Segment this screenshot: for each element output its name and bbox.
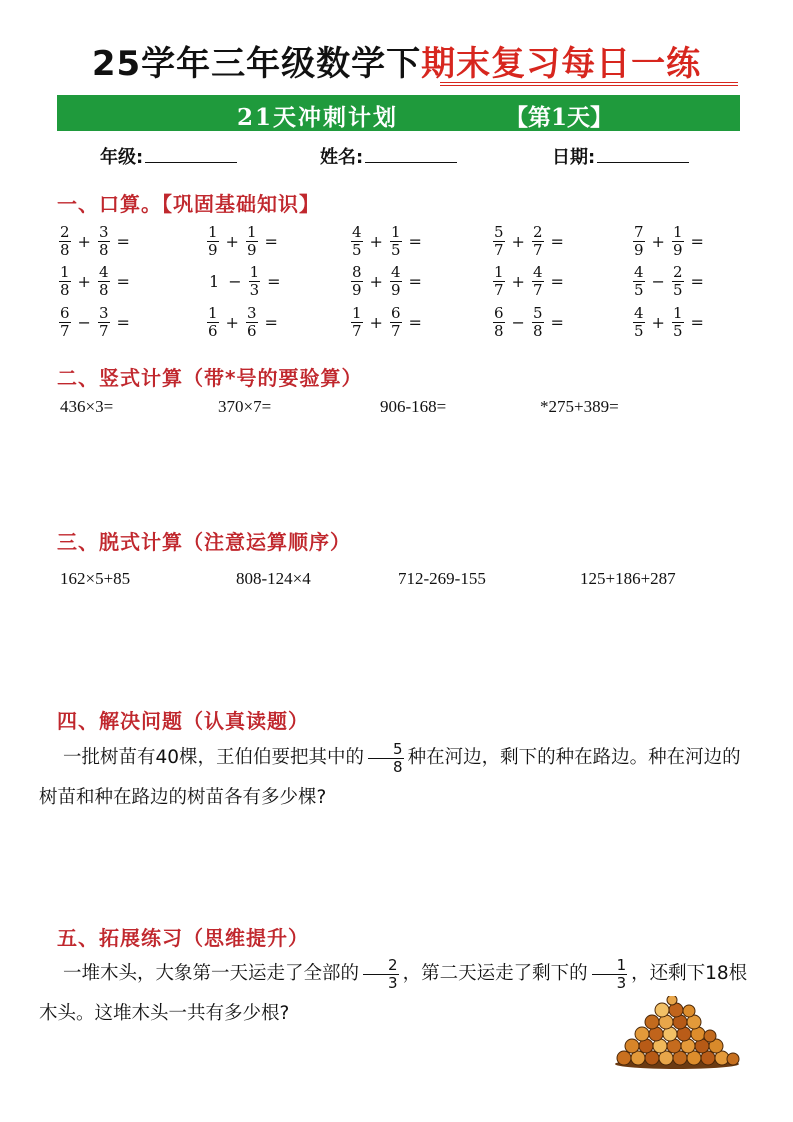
fraction-denominator: 8 [494, 321, 504, 340]
fraction-denominator: 9 [672, 240, 683, 259]
operator: + [369, 231, 383, 251]
fraction [493, 303, 505, 340]
operator: − [228, 271, 242, 291]
fraction-denominator: 7 [60, 321, 70, 340]
vertical-calc-item: 906-168= [380, 397, 447, 416]
fraction [249, 262, 261, 299]
banner-plan: 21天冲刺计划 [237, 104, 399, 131]
fraction-numerator: 1 [208, 303, 218, 322]
fraction-denominator: 5 [634, 321, 644, 340]
fraction-denominator: 5 [352, 240, 362, 259]
fraction [672, 222, 684, 259]
fraction [493, 262, 505, 299]
fraction [532, 262, 544, 299]
vertical-calc-item: 370×7= [218, 397, 272, 416]
problem-text-part: 种在河边，剩下的种在路边。种在河边的树苗和种在路边的树苗各有多少棵? [39, 747, 741, 808]
operator: + [77, 231, 91, 251]
name-field[interactable] [320, 143, 457, 169]
fraction [207, 222, 219, 259]
fraction-denominator: 5 [390, 240, 401, 259]
extension-fraction [592, 955, 628, 992]
fraction-numerator: 3 [246, 303, 257, 322]
oral-expression [57, 222, 135, 260]
operator: + [225, 312, 239, 332]
fraction-denominator: 8 [98, 240, 109, 259]
vertical-calc-item: *275+389= [540, 397, 619, 416]
fraction-numerator: 4 [532, 262, 543, 281]
fraction-numerator: 5 [494, 222, 504, 241]
fraction-denominator: 6 [208, 321, 218, 340]
banner-day: 【第1天】 [505, 104, 614, 131]
fraction-numerator: 1 [494, 262, 504, 281]
fraction-numerator: 1 [208, 222, 218, 241]
section4-title: 四、解决问题（认真读题） [57, 709, 309, 733]
name-blank[interactable] [365, 146, 457, 163]
fraction-numerator: 7 [634, 222, 644, 241]
fraction-numerator: 6 [60, 303, 70, 322]
oral-expression [205, 262, 286, 300]
equals-sign: = [408, 271, 422, 291]
fraction-numerator: 4 [390, 262, 401, 281]
oral-expression [205, 222, 283, 260]
fraction-denominator: 7 [532, 240, 543, 259]
fraction-numerator: 3 [98, 303, 109, 322]
fraction [351, 303, 363, 340]
fraction [98, 303, 110, 340]
operator: − [511, 312, 525, 332]
fraction-denominator: 6 [246, 321, 257, 340]
oral-expression [631, 222, 709, 260]
fraction [390, 303, 402, 340]
fraction-denominator: 8 [98, 280, 109, 299]
fraction-denominator: 7 [532, 280, 543, 299]
oral-expression [491, 262, 569, 300]
fraction [351, 262, 363, 299]
equals-sign: = [116, 312, 130, 332]
fraction [633, 303, 645, 340]
fraction-numerator: 6 [494, 303, 504, 322]
whole-number: 1 [209, 271, 220, 291]
fraction [246, 222, 258, 259]
woodpile-illustration [612, 996, 742, 1070]
section5-title: 五、拓展练习（思维提升） [57, 926, 309, 950]
grade-field[interactable] [100, 143, 237, 169]
extension-text-part: ，还剩下18根木头。这堆木头一共有多少根? [39, 963, 748, 1024]
fraction [98, 222, 110, 259]
operator: − [651, 271, 665, 291]
fraction [532, 303, 544, 340]
section2-title: 二、竖式计算（带*号的要验算） [57, 366, 363, 390]
fraction-numerator: 4 [634, 262, 644, 281]
fraction-denominator: 8 [60, 280, 70, 299]
oral-expression [205, 303, 283, 341]
grade-label: 年级: [100, 147, 144, 168]
fraction-numerator: 4 [634, 303, 644, 322]
fraction-numerator: 3 [98, 222, 109, 241]
fraction-denominator: 7 [494, 280, 504, 299]
fraction-numerator: 8 [352, 262, 362, 281]
section3-title: 三、脱式计算（注意运算顺序） [57, 530, 351, 554]
equals-sign: = [690, 271, 704, 291]
name-label: 姓名: [320, 147, 364, 168]
fraction-denominator: 7 [494, 240, 504, 259]
fraction-numerator: 1 [672, 303, 683, 322]
grade-blank[interactable] [145, 146, 237, 163]
date-blank[interactable] [597, 146, 689, 163]
fraction-denominator: 8 [60, 240, 70, 259]
fraction-numerator: 4 [352, 222, 362, 241]
oral-row [57, 262, 757, 300]
operator: − [77, 312, 91, 332]
fraction [59, 303, 71, 340]
fraction-numerator: 2 [672, 262, 683, 281]
fraction-denominator: 9 [352, 280, 362, 299]
extension-fraction [363, 955, 399, 992]
fraction [98, 262, 110, 299]
problem-text [39, 738, 754, 818]
title-underline [440, 82, 738, 86]
stepwise-calc-item: 162×5+85 [60, 569, 131, 588]
equals-sign: = [690, 312, 704, 332]
fraction-numerator: 1 [60, 262, 70, 281]
fraction-denominator: 3 [249, 280, 260, 299]
fraction-numerator: 2 [532, 222, 543, 241]
fraction [59, 222, 71, 259]
extension-text-part: 一堆木头，大象第一天运走了全部的 [63, 963, 360, 984]
fraction [633, 222, 645, 259]
oral-expression [349, 262, 427, 300]
extension-text-part: ，第二天运走了剩下的 [402, 963, 588, 984]
fraction-denominator: 7 [352, 321, 362, 340]
oral-row [57, 303, 757, 341]
vertical-calc-item: 436×3= [60, 397, 114, 416]
fraction-denominator: 7 [390, 321, 401, 340]
fraction [59, 262, 71, 299]
fraction-numerator: 2 [60, 222, 70, 241]
fraction-numerator: 1 [249, 262, 260, 281]
fraction-numerator: 5 [368, 742, 404, 759]
fraction-denominator: 5 [672, 321, 683, 340]
equals-sign: = [550, 312, 564, 332]
page-title [0, 36, 793, 85]
title-highlight: 期末复习每日一练 [421, 44, 702, 84]
stepwise-calc-item: 808-124×4 [236, 569, 311, 588]
fraction [390, 262, 402, 299]
operator: + [651, 231, 665, 251]
problem-fraction [368, 739, 404, 776]
fraction [672, 262, 684, 299]
fraction-numerator: 1 [390, 222, 401, 241]
fraction-numerator: 1 [592, 958, 628, 975]
equals-sign: = [408, 312, 422, 332]
fraction [207, 303, 219, 340]
fraction-denominator: 3 [616, 973, 627, 992]
operator: + [511, 271, 525, 291]
stepwise-calc-item: 125+186+287 [580, 569, 676, 588]
oral-expression [57, 303, 135, 341]
fraction [246, 303, 258, 340]
operator: + [369, 312, 383, 332]
fraction-numerator: 1 [672, 222, 683, 241]
equals-sign: = [116, 271, 130, 291]
fraction [390, 222, 402, 259]
problem-text-part: 一批树苗有40棵，王伯伯要把其中的 [63, 747, 365, 768]
operator: + [511, 231, 525, 251]
fraction-denominator: 9 [208, 240, 218, 259]
equals-sign: = [267, 271, 281, 291]
fraction [672, 303, 684, 340]
fraction [633, 262, 645, 299]
equals-sign: = [116, 231, 130, 251]
fraction [532, 222, 544, 259]
fraction-denominator: 8 [532, 321, 543, 340]
fraction-numerator: 5 [532, 303, 543, 322]
equals-sign: = [550, 271, 564, 291]
fraction-denominator: 7 [98, 321, 109, 340]
oral-expression [631, 262, 709, 300]
fraction-numerator: 6 [390, 303, 401, 322]
fraction-denominator: 5 [672, 280, 683, 299]
fraction-denominator: 9 [390, 280, 401, 299]
fraction-numerator: 4 [98, 262, 109, 281]
fraction-numerator: 1 [246, 222, 257, 241]
oral-row [57, 222, 757, 260]
oral-expression [349, 303, 427, 341]
operator: + [77, 271, 91, 291]
fraction-numerator: 1 [352, 303, 362, 322]
date-label: 日期: [552, 147, 596, 168]
oral-expression [491, 222, 569, 260]
fraction-denominator: 9 [246, 240, 257, 259]
operator: + [225, 231, 239, 251]
fraction-denominator: 5 [634, 280, 644, 299]
fraction-denominator: 8 [393, 757, 403, 776]
operator: + [651, 312, 665, 332]
fraction-numerator: 2 [363, 958, 399, 975]
title-main: 25学年三年级数学下 [91, 44, 422, 84]
equals-sign: = [550, 231, 564, 251]
fraction-denominator: 9 [634, 240, 644, 259]
oral-expression [491, 303, 569, 341]
equals-sign: = [264, 231, 278, 251]
section1-title: 一、口算。【巩固基础知识】 [57, 192, 320, 216]
oral-expression [631, 303, 709, 341]
fraction-denominator: 3 [388, 973, 398, 992]
equals-sign: = [264, 312, 278, 332]
oral-expression [57, 262, 135, 300]
date-field[interactable] [552, 143, 689, 169]
plan-banner [57, 95, 740, 131]
equals-sign: = [408, 231, 422, 251]
fraction [493, 222, 505, 259]
fraction [351, 222, 363, 259]
oral-expression [349, 222, 427, 260]
equals-sign: = [690, 231, 704, 251]
stepwise-calc-item: 712-269-155 [398, 569, 486, 588]
operator: + [369, 271, 383, 291]
